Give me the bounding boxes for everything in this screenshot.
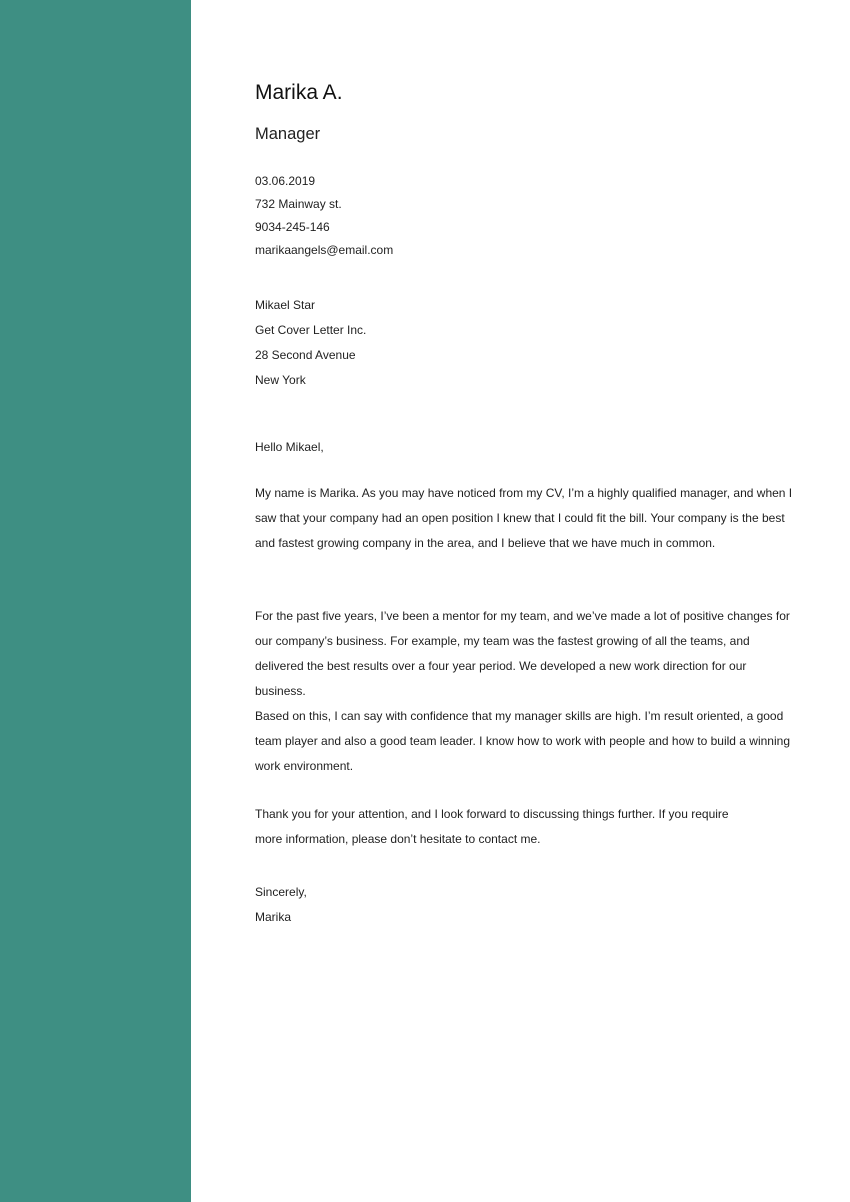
sender-address: 732 Mainway st. bbox=[255, 197, 342, 211]
closing-block bbox=[255, 880, 307, 930]
sender-email: marikaangels@email.com bbox=[255, 243, 394, 257]
recipient-street: 28 Second Avenue bbox=[255, 348, 356, 362]
letter-paragraph-3: Based on this, I can say with confidence that my manager skills are high. I’m result oriented, a good team player and also a good team leader. I know how to work with people and how to build a winning work environment. bbox=[255, 709, 790, 773]
recipient-block bbox=[255, 296, 366, 396]
recipient-city: New York bbox=[255, 373, 306, 387]
signature: Marika bbox=[255, 910, 292, 924]
sidebar-accent bbox=[0, 0, 191, 1202]
recipient-name: Mikael Star bbox=[255, 298, 316, 312]
sender-contact bbox=[255, 172, 393, 264]
letter-paragraph-4: Thank you for your attention, and I look forward to discussing things further. If you require more information, please don’t hesitate to contact me. bbox=[255, 807, 729, 846]
letter-paragraph-2: For the past five years, I’ve been a mentor for my team, and we’ve made a lot of positive changes for our company’s business. For example, my team was the fastest growing of all the teams, and delivered the best results over a four year period. We developed a new work direction for our business. bbox=[255, 609, 790, 698]
sender-name: Marika A. bbox=[255, 81, 343, 104]
greeting: Hello Mikael, bbox=[255, 440, 324, 454]
recipient-company: Get Cover Letter Inc. bbox=[255, 323, 367, 337]
closing-phrase: Sincerely, bbox=[255, 885, 307, 899]
letter-date: 03.06.2019 bbox=[255, 174, 316, 188]
sender-title: Manager bbox=[255, 125, 321, 143]
letter-paragraph-1: My name is Marika. As you may have noticed from my CV, I’m a highly qualified manager, and when I saw that your company had an open position I knew that I could fit the bill. Your company is the best and fastest growing company in the area, and I believe that we have much in common. bbox=[255, 486, 793, 550]
sender-phone: 9034-245-146 bbox=[255, 220, 330, 234]
